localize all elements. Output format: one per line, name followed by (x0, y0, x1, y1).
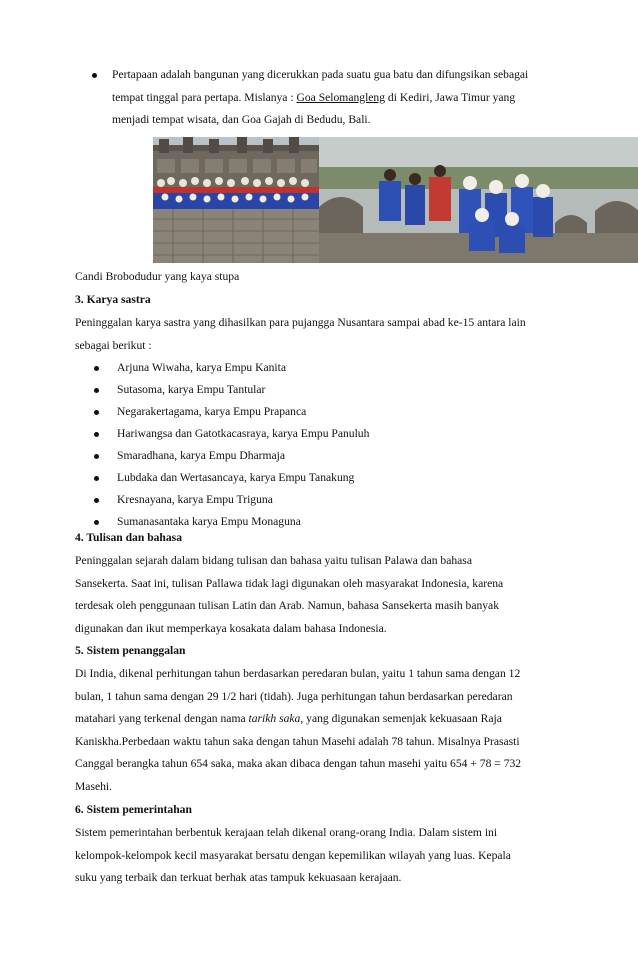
goa-selomangleng-link[interactable]: Goa Selomangleng (296, 90, 386, 104)
bullet-icon (94, 498, 99, 503)
intro-line-2-prefix: tempat tinggal para pertapa. Mislanya : (112, 90, 297, 104)
list-item (75, 445, 565, 467)
section-3-line-2: sebagai berikut : (75, 338, 152, 352)
bullet-icon (94, 476, 99, 481)
bullet-icon (94, 388, 99, 393)
list-item-text: Smaradhana, karya Empu Dharmaja (117, 449, 286, 462)
list-item (75, 379, 565, 401)
intro-line-2 (112, 87, 568, 110)
section-5-line-2: bulan, 1 tahun sama dengan 29 1/2 hari (tidah). Juga perhitungan tahun berdasarkan peredaran (75, 689, 513, 703)
section-6-line-1: Sistem pemerintahan berbentuk kerajaan telah dikenal orang-orang India. Dalam sistem ini (75, 826, 498, 839)
section-5-line-6: Masehi. (75, 779, 113, 793)
list-item-text: Hariwangsa dan Gatotkacasraya, karya Empu Panuluh (117, 427, 370, 440)
section-5-heading: 5. Sistem penanggalan (75, 644, 186, 657)
photo-caption: Candi Brobodudur yang kaya stupa (75, 270, 240, 283)
intro-bullet (88, 64, 568, 132)
list-item (75, 489, 565, 511)
section-3-line-1: Peninggalan karya sastra yang dihasilkan para pujangga Nusantara sampai abad ke-15 antara lain (75, 316, 526, 329)
section-3-heading: 3. Karya sastra (75, 293, 151, 306)
section-5-line-5: Canggal berangka tahun 654 saka, maka akan dibaca dengan tahun masehi yaitu 654 + 78 = 732 (75, 757, 522, 771)
section-6-paragraph (75, 822, 565, 890)
bullet-icon (94, 410, 99, 415)
section-4-line-4: digunakan dan ikut memperkaya kosakata dalam bahasa Indonesia. (75, 621, 387, 635)
bullet-icon (92, 73, 97, 78)
borobudur-group-photo-right (319, 137, 638, 263)
section-3-paragraph (75, 312, 565, 357)
list-item (75, 401, 565, 423)
section-4-line-1: Peninggalan sejarah dalam bidang tulisan dan bahasa yaitu tulisan Palawa dan bahasa (75, 554, 472, 567)
list-item-text: Negarakertagama, karya Empu Prapanca (117, 405, 307, 418)
section-4-paragraph (75, 550, 565, 640)
karya-sastra-list (75, 357, 565, 533)
section-5-line-3-suffix: , yang digunakan semenjak kekuasaan Raja (300, 712, 502, 726)
section-6-heading: 6. Sistem pemerintahan (75, 803, 192, 816)
intro-bullet-item (88, 64, 568, 132)
bullet-icon (94, 432, 99, 437)
section-5-line-4: Kaniskha.Perbedaan waktu tahun saka dengan tahun Masehi adalah 78 tahun. Misalnya Prasasti (75, 734, 520, 748)
section-5-line-3-prefix: matahari yang terkenal dengan nama (75, 712, 249, 726)
list-item-text: Sutasoma, karya Empu Tantular (117, 383, 266, 396)
tarikh-saka-term: tarikh saka (248, 712, 301, 726)
section-4-line-3: terdesak oleh penggunaan tulisan Latin dan Arab. Namun, bahasa Sansekerta masih banyak (75, 599, 500, 613)
borobudur-group-photo-left (153, 137, 319, 263)
list-item (75, 423, 565, 445)
list-item-text: Arjuna Wiwaha, karya Empu Kanita (117, 361, 286, 374)
section-5-line-3 (75, 708, 565, 731)
section-6-line-3: suku yang terbaik dan terkuat berhak atas tampuk kekuasaan kerajaan. (75, 871, 402, 885)
bullet-icon (94, 454, 99, 459)
intro-line-1: Pertapaan adalah bangunan yang dicerukkan pada suatu gua batu dan difungsikan sebagai (112, 68, 529, 81)
bullet-icon (94, 520, 99, 525)
section-4-heading: 4. Tulisan dan bahasa (75, 531, 182, 544)
section-5-paragraph (75, 663, 565, 799)
bullet-icon (94, 366, 99, 371)
section-4-line-2: Sansekerta. Saat ini, tulisan Pallawa tidak lagi digunakan oleh masyarakat Indonesia, karena (75, 576, 504, 590)
list-item-text: Kresnayana, karya Empu Triguna (117, 493, 273, 506)
list-item (75, 467, 565, 489)
section-5-line-1: Di India, dikenal perhitungan tahun berdasarkan peredaran bulan, yaitu 1 tahun sama dengan 12 (75, 667, 521, 680)
section-6-line-2: kelompok-kelompok kecil masyarakat bersatu dengan kepemilikan wilayah yang luas. Kepala (75, 848, 511, 862)
list-item-text: Lubdaka dan Wertasancaya, karya Empu Tanakung (117, 471, 355, 484)
intro-line-2-suffix: di Kediri, Jawa Timur yang (385, 90, 516, 104)
list-item (75, 357, 565, 379)
list-item-text: Sumanasantaka karya Empu Monaguna (117, 515, 301, 528)
intro-line-3: menjadi tempat wisata, dan Goa Gajah di Bedudu, Bali. (112, 113, 371, 126)
